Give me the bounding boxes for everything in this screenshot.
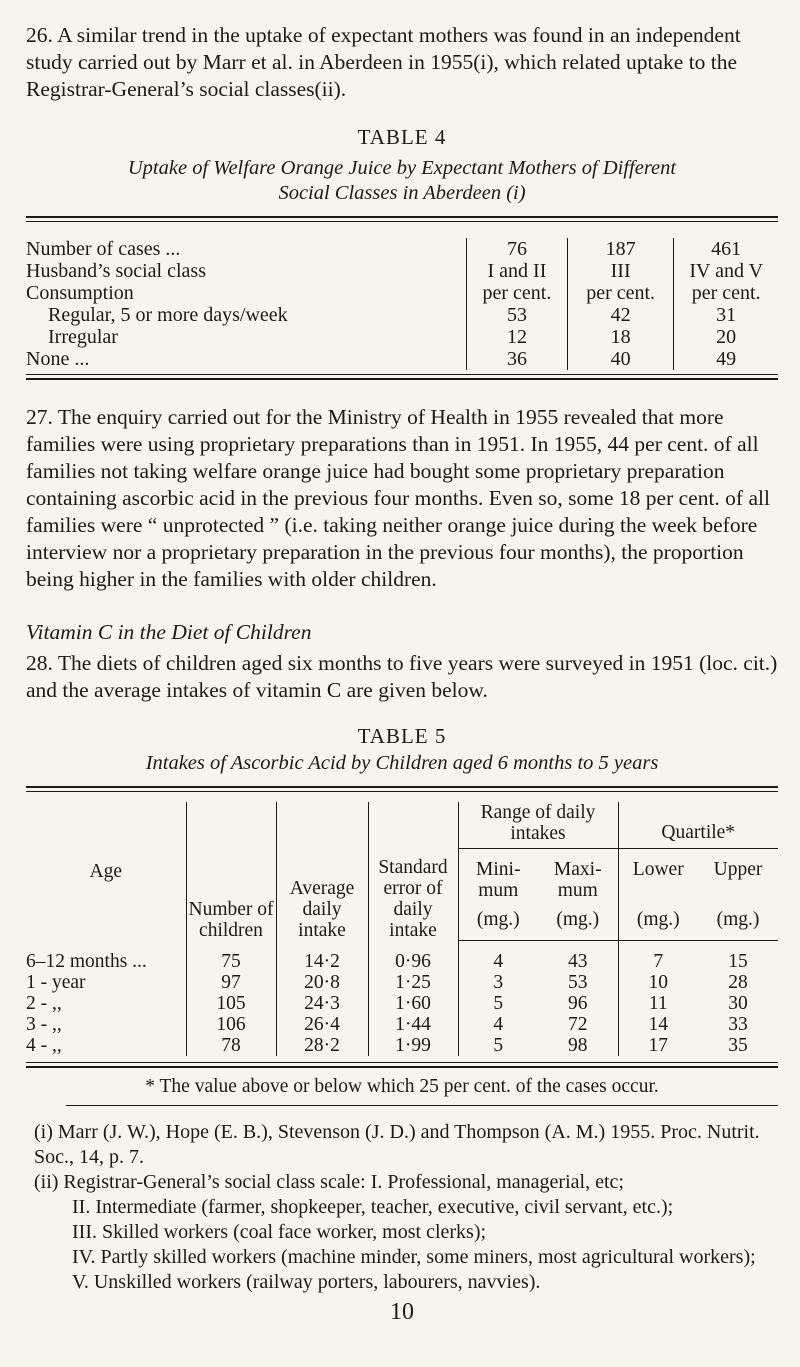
- cell-c1: I and II: [467, 260, 568, 282]
- unit-maximum: (mg.): [538, 901, 618, 941]
- cell-avg: 14·2: [276, 941, 368, 973]
- cell-avg: 20·8: [276, 972, 368, 993]
- cell-upper: 33: [728, 1014, 748, 1035]
- table-5-title: TABLE 5: [357, 724, 447, 748]
- cell-se: 1·25: [368, 972, 458, 993]
- cell-se: 1·44: [368, 1014, 458, 1035]
- cell-upper: 35: [728, 1035, 748, 1056]
- table-4-top-rule-thin: [26, 221, 778, 222]
- cell-c2: 40: [567, 348, 673, 370]
- cell-n: 78: [186, 1035, 276, 1056]
- row-label: Husband’s social class: [26, 260, 206, 282]
- table-4-caption-line1: Uptake of Welfare Orange Juice by Expectant Mothers of Different: [127, 157, 677, 179]
- cell-c3: 49: [674, 348, 778, 370]
- cell-se: 0·96: [368, 941, 458, 973]
- table-4-row: [26, 260, 778, 282]
- cell-max: 98: [568, 1035, 588, 1056]
- reference-2: (ii) Registrar-General’s social class scale: I. Professional, managerial, etc;: [34, 1171, 624, 1193]
- cell-c1: 53: [467, 304, 568, 326]
- row-label: Regular, 5 or more days/week: [48, 304, 288, 326]
- table-4-caption-line2: Social Classes in Aberdeen (i): [278, 182, 526, 204]
- cell-c3: IV and V: [674, 260, 778, 282]
- cell-avg: 26·4: [276, 1014, 368, 1035]
- cell-c3: per cent.: [674, 282, 778, 304]
- cell-age: 2 - ,,: [26, 993, 62, 1014]
- cell-min: 4: [458, 1014, 538, 1035]
- table-5-row: [26, 993, 778, 1014]
- cell-age: 6–12 months ...: [26, 950, 147, 972]
- reference-2-line-4: IV. Partly skilled workers (machine minder, some miners, most agricultural workers);: [72, 1246, 756, 1268]
- cell-upper: 30: [728, 993, 748, 1014]
- table-5-row: [26, 941, 778, 973]
- cell-upper: 28: [728, 972, 748, 993]
- cell-avg: 24·3: [276, 993, 368, 1014]
- cell-lower: 14: [618, 1014, 698, 1035]
- header-maximum: Maxi- mum: [553, 859, 602, 901]
- table-4-row: [26, 348, 778, 370]
- table-5-top-rule-thin: [26, 791, 778, 792]
- unit-upper: (mg.): [698, 901, 778, 941]
- cell-c3: 461: [674, 238, 778, 260]
- cell-c2: 187: [567, 238, 673, 260]
- cell-min: 5: [458, 1035, 538, 1056]
- cell-min: 4: [458, 941, 538, 973]
- cell-lower: 7: [618, 941, 698, 973]
- reference-2-line-5: V. Unskilled workers (railway porters, labourers, navvies).: [72, 1271, 541, 1293]
- table-5-row: [26, 1014, 778, 1035]
- header-age: Age: [89, 860, 122, 882]
- row-label: Irregular: [48, 326, 118, 348]
- row-label: Number of cases ...: [26, 238, 181, 260]
- paragraph-26: 26. A similar trend in the uptake of expectant mothers was found in an independent study carried out by Marr et al. in Aberdeen in 1955(i), which related uptake to the Registrar-General’s social classes(ii).: [26, 23, 741, 101]
- table-4-row: [26, 282, 778, 304]
- header-number: Number of children: [186, 802, 276, 941]
- cell-c2: III: [567, 260, 673, 282]
- unit-lower: (mg.): [618, 901, 698, 941]
- cell-max: 72: [568, 1014, 588, 1035]
- footnote-rule: [66, 1105, 778, 1106]
- table-5-footnote: * The value above or below which 25 per cent. of the cases occur.: [145, 1076, 659, 1097]
- paragraph-28: 28. The diets of children aged six months to five years were surveyed in 1951 (loc. cit.) and the average intakes of vitamin C are given below.: [26, 651, 778, 702]
- table-5: [26, 802, 778, 1056]
- cell-c2: 18: [567, 326, 673, 348]
- cell-age: 3 - ,,: [26, 1014, 62, 1035]
- table-4-row: [26, 304, 778, 326]
- cell-c2: per cent.: [567, 282, 673, 304]
- table-4-bottom-rule-thin: [26, 374, 778, 375]
- cell-c2: 42: [567, 304, 673, 326]
- table-4-row: [26, 326, 778, 348]
- cell-max: 43: [568, 951, 588, 972]
- cell-c1: per cent.: [467, 282, 568, 304]
- header-quartile: Quartile*: [618, 802, 778, 849]
- row-label: Consumption: [26, 282, 134, 304]
- paragraph-27: 27. The enquiry carried out for the Ministry of Health in 1955 revealed that more families were using proprietary preparations than in 1951. In 1955, 44 per cent. of all families not taking welfare orange juice had bought some proprietary preparation containing ascorbic acid in the previous four months. Even so, some 18 per cent. of all families were “ unprotected ” (i.e. taking neither orange juice during the week before interview nor a proprietary preparation in the previous four months), the proportion being higher in the families with older children.: [26, 405, 770, 591]
- references: [26, 1120, 778, 1295]
- table-4: [26, 238, 778, 370]
- row-label: None ...: [26, 348, 90, 370]
- section-heading-vitamin-c: Vitamin C in the Diet of Children: [26, 620, 312, 644]
- cell-se: 1·60: [368, 993, 458, 1014]
- cell-n: 106: [186, 1014, 276, 1035]
- header-lower: Lower: [618, 849, 698, 902]
- cell-lower: 17: [618, 1035, 698, 1056]
- cell-c1: 12: [467, 326, 568, 348]
- table-5-caption: Intakes of Ascorbic Acid by Children aged 6 months to 5 years: [145, 752, 659, 774]
- cell-se: 1·99: [368, 1035, 458, 1056]
- header-minimum: Mini- mum: [458, 849, 538, 902]
- cell-age: 4 - ,,: [26, 1035, 62, 1056]
- cell-n: 97: [186, 972, 276, 993]
- cell-n: 75: [186, 941, 276, 973]
- table-4-row: [26, 238, 778, 260]
- document-page: [26, 22, 778, 1326]
- cell-c1: 36: [467, 348, 568, 370]
- cell-min: 5: [458, 993, 538, 1014]
- table-4-bottom-rule: [26, 378, 778, 380]
- cell-max: 96: [568, 993, 588, 1014]
- table-5-row: [26, 1035, 778, 1056]
- cell-age: 1 - year: [26, 972, 86, 993]
- reference-1: (i) Marr (J. W.), Hope (E. B.), Stevenson (J. D.) and Thompson (A. M.) 1955. Proc. Nutrit. Soc., 14, p. 7.: [34, 1121, 760, 1168]
- table-4-top-rule: [26, 216, 778, 218]
- reference-2-line-3: III. Skilled workers (coal face worker, most clerks);: [72, 1221, 487, 1243]
- cell-c3: 20: [674, 326, 778, 348]
- cell-min: 3: [458, 972, 538, 993]
- table-5-top-rule: [26, 786, 778, 788]
- cell-n: 105: [186, 993, 276, 1014]
- cell-lower: 11: [618, 993, 698, 1014]
- table-5-bottom-rule: [26, 1066, 778, 1068]
- cell-avg: 28·2: [276, 1035, 368, 1056]
- page-number: 10: [390, 1299, 414, 1325]
- cell-max: 53: [568, 972, 588, 993]
- cell-lower: 10: [618, 972, 698, 993]
- cell-c3: 31: [674, 304, 778, 326]
- unit-minimum: (mg.): [458, 901, 538, 941]
- cell-c1: 76: [467, 238, 568, 260]
- table-4-title: TABLE 4: [357, 125, 447, 149]
- cell-upper: 15: [728, 951, 748, 972]
- header-range: Range of daily intakes: [458, 802, 618, 849]
- header-upper: Upper: [713, 859, 763, 880]
- table-5-bottom-rule-thin: [26, 1062, 778, 1063]
- header-average: Average daily intake: [276, 802, 368, 941]
- reference-2-line-2: II. Intermediate (farmer, shopkeeper, teacher, executive, civil servant, etc.);: [72, 1196, 674, 1218]
- header-standard-error: Standard error of daily intake: [368, 802, 458, 941]
- table-5-row: [26, 972, 778, 993]
